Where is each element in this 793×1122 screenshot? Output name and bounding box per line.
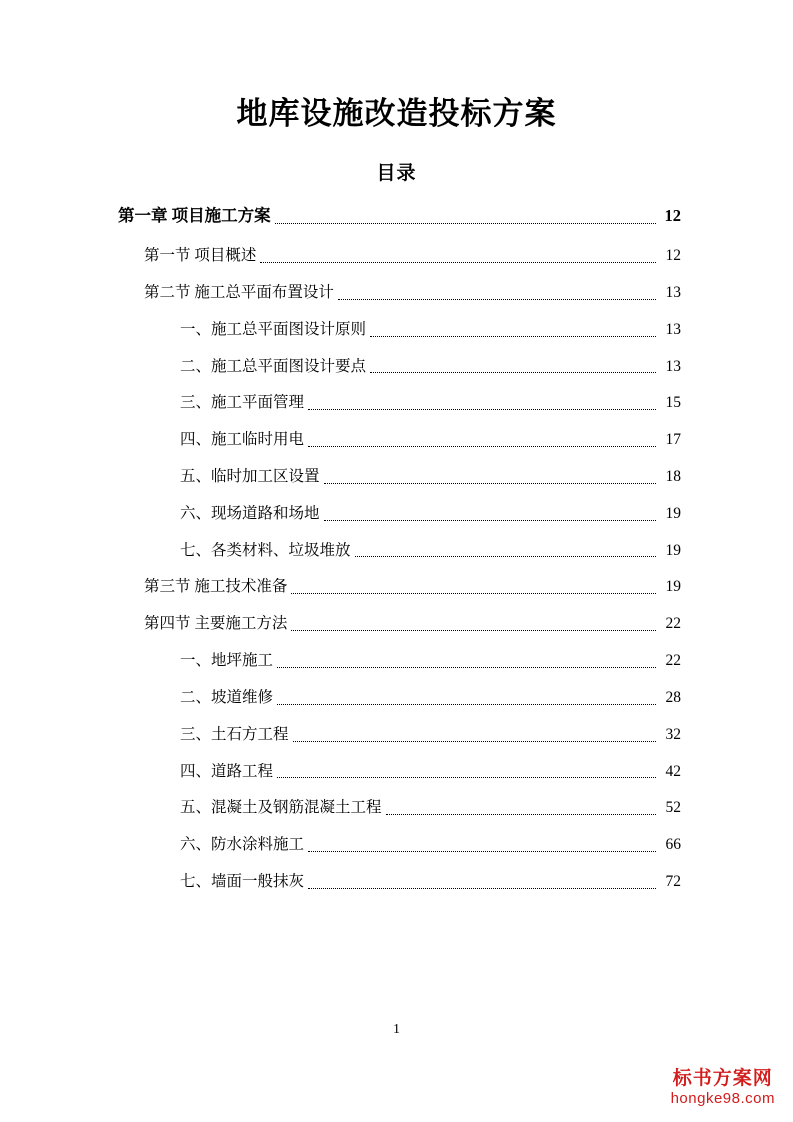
toc-entry-page: 66 xyxy=(665,836,681,854)
toc-entry-label: 第四节 主要施工方法 xyxy=(144,615,288,633)
toc-entry[interactable] xyxy=(118,431,681,449)
toc-entry[interactable] xyxy=(118,873,681,891)
toc-entry[interactable] xyxy=(118,836,681,854)
toc-leader-dots xyxy=(324,508,656,521)
toc-entry[interactable] xyxy=(118,652,681,670)
toc-entry-page: 52 xyxy=(665,799,681,817)
toc-entry-label: 第三节 施工技术准备 xyxy=(144,578,288,596)
toc-leader-dots xyxy=(355,545,656,558)
toc-entry-label: 六、防水涂料施工 xyxy=(180,836,305,854)
toc-entry-page: 19 xyxy=(665,504,681,522)
toc-entry-label: 四、道路工程 xyxy=(180,762,274,780)
toc-leader-dots xyxy=(386,803,656,816)
toc-entry[interactable] xyxy=(118,247,681,265)
toc-entry[interactable] xyxy=(118,358,681,376)
toc-entry[interactable] xyxy=(118,726,681,744)
toc-entry-page: 12 xyxy=(664,206,681,226)
toc-entry-label: 四、施工临时用电 xyxy=(180,431,305,449)
toc-leader-dots xyxy=(293,729,656,742)
toc-entry-page: 13 xyxy=(665,320,681,338)
toc-entry-page: 19 xyxy=(665,541,681,559)
toc-leader-dots xyxy=(291,582,656,595)
toc-entry[interactable] xyxy=(118,799,681,817)
toc-leader-dots xyxy=(291,618,656,631)
toc-entry[interactable] xyxy=(118,321,681,339)
toc-entry-page: 12 xyxy=(665,247,681,265)
toc-leader-dots xyxy=(308,398,656,411)
toc-entry-label: 第一节 项目概述 xyxy=(144,247,257,265)
table-of-contents xyxy=(0,207,793,891)
toc-entry[interactable] xyxy=(118,284,681,302)
toc-entry[interactable] xyxy=(118,615,681,633)
toc-entry[interactable] xyxy=(118,468,681,486)
toc-entry-page: 22 xyxy=(665,652,681,670)
toc-entry[interactable] xyxy=(118,689,681,707)
toc-entry-label: 三、土石方工程 xyxy=(180,725,289,743)
toc-leader-dots xyxy=(308,434,656,447)
toc-entry[interactable] xyxy=(118,763,681,781)
toc-entry-page: 18 xyxy=(665,468,681,486)
toc-entry-page: 72 xyxy=(665,872,681,890)
toc-entry[interactable] xyxy=(118,505,681,523)
toc-entry-label: 一、地坪施工 xyxy=(180,652,274,670)
toc-entry-page: 32 xyxy=(665,725,681,743)
toc-entry-label: 二、施工总平面图设计要点 xyxy=(180,357,367,375)
toc-entry-page: 28 xyxy=(665,688,681,706)
toc-leader-dots xyxy=(277,692,656,705)
toc-leader-dots xyxy=(260,250,656,263)
toc-entry-page: 22 xyxy=(665,615,681,633)
toc-leader-dots xyxy=(277,766,656,779)
toc-heading: 目录 xyxy=(376,163,417,185)
toc-entry[interactable] xyxy=(118,394,681,412)
toc-leader-dots xyxy=(338,287,656,300)
toc-entry-label: 一、施工总平面图设计原则 xyxy=(180,320,367,338)
toc-entry-label: 七、各类材料、垃圾堆放 xyxy=(180,541,351,559)
toc-entry-page: 13 xyxy=(665,357,681,375)
toc-leader-dots xyxy=(370,324,656,337)
toc-entry-page: 42 xyxy=(665,762,681,780)
toc-leader-dots xyxy=(370,361,656,374)
page-title: 地库设施改造投标方案 xyxy=(236,96,557,131)
watermark-cn-text: 标书方案网 xyxy=(672,1068,773,1090)
toc-entry-label: 二、坡道维修 xyxy=(180,688,274,706)
toc-entry-label: 五、混凝土及钢筋混凝土工程 xyxy=(180,799,382,817)
toc-leader-dots xyxy=(324,471,656,484)
toc-entry-page: 15 xyxy=(665,394,681,412)
watermark-url-text: hongke98.com xyxy=(670,1090,775,1107)
toc-entry-label: 第一章 项目施工方案 xyxy=(118,206,271,226)
toc-entry[interactable] xyxy=(118,207,681,226)
page-number: 1 xyxy=(393,1022,400,1037)
toc-leader-dots xyxy=(275,211,656,224)
toc-entry-label: 七、墙面一般抹灰 xyxy=(180,872,305,890)
toc-entry-label: 五、临时加工区设置 xyxy=(180,468,320,486)
toc-entry-page: 19 xyxy=(665,578,681,596)
toc-leader-dots xyxy=(308,876,656,889)
toc-entry-label: 六、现场道路和场地 xyxy=(180,504,320,522)
toc-entry[interactable] xyxy=(118,578,681,596)
toc-leader-dots xyxy=(277,655,656,668)
toc-entry-page: 13 xyxy=(665,283,681,301)
watermark xyxy=(671,1068,775,1108)
toc-entry-label: 三、施工平面管理 xyxy=(180,394,305,412)
toc-entry[interactable] xyxy=(118,542,681,560)
toc-entry-label: 第二节 施工总平面布置设计 xyxy=(144,283,334,301)
toc-leader-dots xyxy=(308,839,656,852)
toc-entry-page: 17 xyxy=(665,431,681,449)
